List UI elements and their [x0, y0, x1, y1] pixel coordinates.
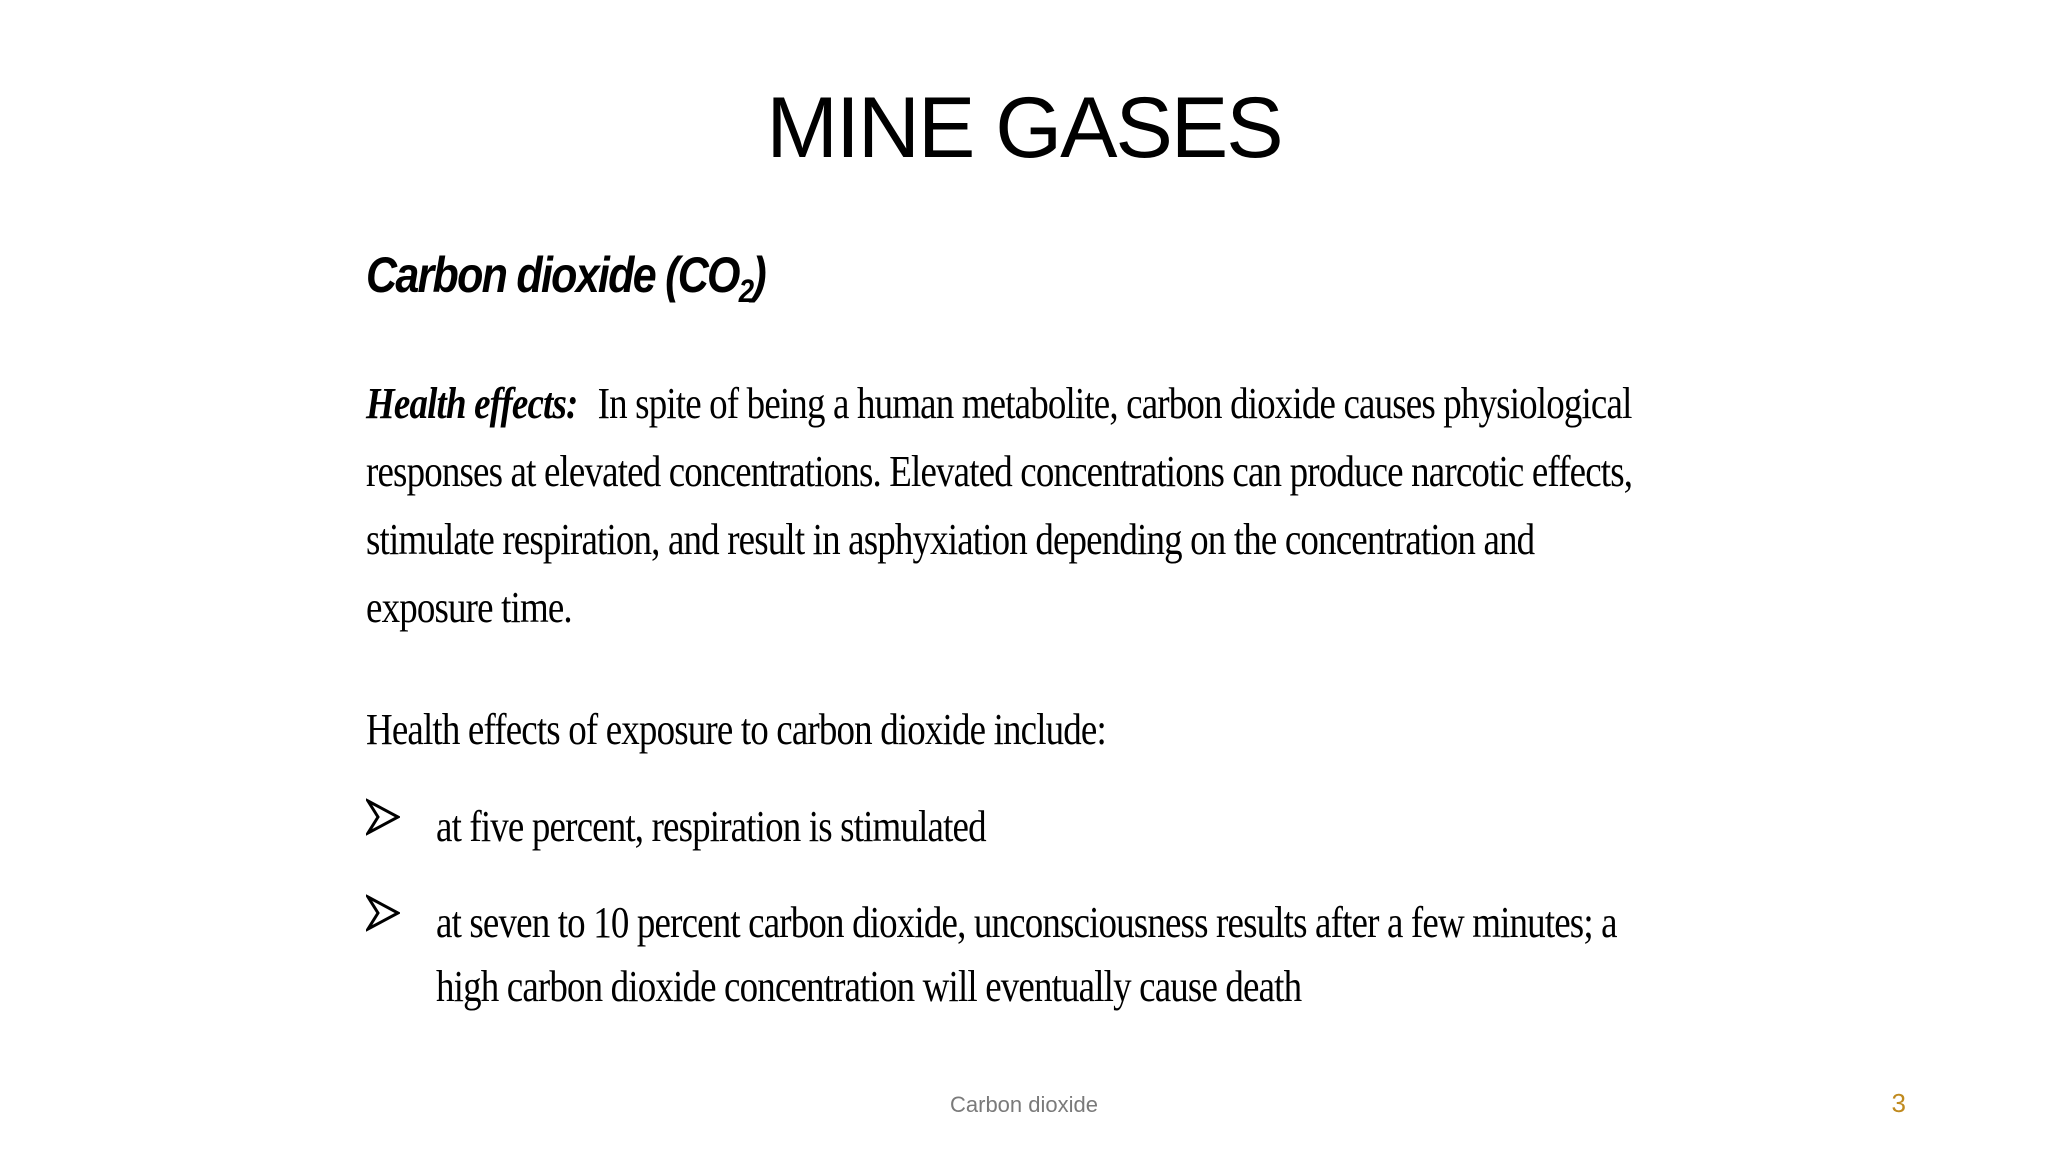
intro-text: Health effects of exposure to carbon dioxide include:: [366, 705, 1106, 754]
slide-title: MINE GASES: [766, 80, 1282, 176]
heading-subscript: 2: [738, 273, 753, 309]
health-effects-paragraph: [366, 370, 1643, 642]
embedded-content-image: [366, 240, 1686, 1020]
slide-number: 3: [1891, 1088, 1906, 1118]
list-item: [366, 891, 1686, 1019]
arrowhead-bullet-icon: [366, 797, 400, 837]
bullet-list: [366, 795, 1686, 1051]
bullet-text: at seven to 10 percent carbon dioxide, unconsciousness results after a few minutes; a high carbon dioxide concentration will eventually cause death: [436, 898, 1617, 1011]
heading-text: Carbon dioxide (CO: [366, 247, 739, 303]
paragraph-lead: Health effects:: [366, 379, 578, 428]
section-heading: [366, 240, 765, 326]
bullet-text: at five percent, respiration is stimulated: [436, 802, 986, 851]
heading-close: ): [752, 247, 765, 303]
footer-text: Carbon dioxide: [950, 1092, 1098, 1117]
list-item: [366, 795, 1686, 859]
arrowhead-bullet-icon: [366, 893, 400, 933]
paragraph-text: In spite of being a human metabolite, carbon dioxide causes physiological responses at elevated concentrations. Elevated concentrations can produce narcotic effects, stimulate respiration, and result in asphyxiation depending on the concentration and exposure time.: [366, 379, 1633, 632]
